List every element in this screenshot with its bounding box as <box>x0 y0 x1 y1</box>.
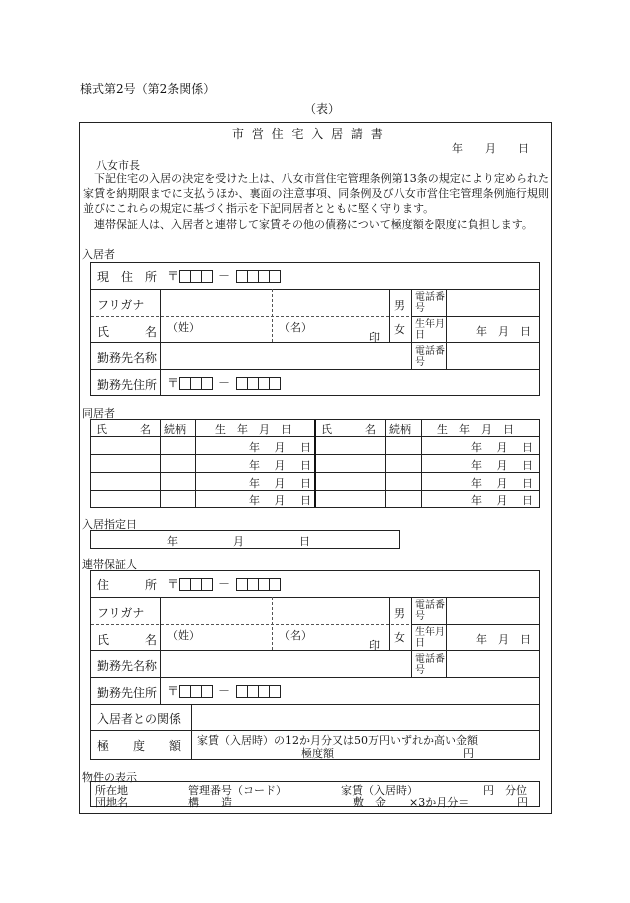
tenant-surname-label: （姓） <box>167 321 200 334</box>
property-rent-units: 円 分位 <box>483 784 527 797</box>
tenant-given-label: （名） <box>279 321 312 334</box>
cohab-row-date: 年 月 日 <box>249 459 311 472</box>
cohabitants-table <box>90 419 540 508</box>
guarantor-employer-postal-field[interactable] <box>167 682 280 699</box>
guarantor-relation-field[interactable] <box>192 705 538 730</box>
property-deposit-label: 敷 金 <box>353 796 386 809</box>
guarantor-relation-label: 入居者との関係 <box>97 712 182 726</box>
guarantor-limit-desc: 家賃（入居時）の12か月分又は50万円いずれか高い金額 <box>197 734 478 747</box>
move-in-date-field[interactable] <box>90 530 400 549</box>
cohab-row-date: 年 月 日 <box>471 494 533 507</box>
cohab-header-relation-2: 続柄 <box>389 423 411 436</box>
postal-mark: 〒 <box>167 376 180 390</box>
guarantor-address-label: 住 所 <box>97 578 158 592</box>
cohab-row-date: 年 月 日 <box>249 477 311 490</box>
cohab-header-name: 氏 名 <box>96 423 151 436</box>
postal-mark: 〒 <box>167 269 180 283</box>
cohab-row-date: 年 月 日 <box>249 441 311 454</box>
move-in-date-value: 年 月 日 <box>167 535 310 548</box>
tenant-name-label: 氏 名 <box>97 325 158 339</box>
cohab-header-dob: 生 年 月 日 <box>215 423 292 436</box>
guarantor-limit-yen: 円 <box>463 747 474 760</box>
guarantor-female-label[interactable]: 女 <box>394 631 405 644</box>
guarantor-dob-value: 年 月 日 <box>476 633 531 646</box>
addressee: 八女市長 <box>96 159 140 172</box>
body-paragraph-1: 下記住宅の入居の決定を受けた上は、八女市営住宅管理条例第13条の規定により定められた家賃を納期限までに支払うほか、裏面の注意事項、同条例及び八女市営住宅管理条例施行規則並びにこれらの規定に基づく指示を下記同居者とともに堅く守ります。 <box>83 172 549 215</box>
cohab-header-relation: 続柄 <box>164 423 186 436</box>
tenant-male-label[interactable]: 男 <box>394 299 405 312</box>
cohabitants-section-label: 同居者 <box>82 407 115 420</box>
property-section-label: 物件の表示 <box>82 771 137 784</box>
postal-mark: 〒 <box>167 577 180 591</box>
cohab-header-dob-2: 生 年 月 日 <box>437 423 514 436</box>
date-line: 年 月 日 <box>452 142 529 155</box>
guarantor-employer-label: 勤務先名称 <box>97 659 158 673</box>
postal-dash: － <box>218 684 231 698</box>
postal-dash: － <box>218 376 231 390</box>
tenant-furigana-field[interactable] <box>161 290 389 316</box>
tenant-postal-field[interactable] <box>167 267 280 284</box>
guarantor-given-label: （名） <box>279 629 312 642</box>
tenant-employer-phone-label: 電話番号 <box>415 346 445 368</box>
property-deposit-yen: 円 <box>517 796 528 809</box>
property-mgmt-label: 管理番号（コード） <box>188 784 287 797</box>
guarantor-employer-phone-label: 電話番号 <box>415 654 445 676</box>
tenant-furigana-label: フリガナ <box>97 298 145 312</box>
guarantor-employer-address-label: 勤務先住所 <box>97 686 158 700</box>
guarantor-phone-label: 電話番号 <box>415 600 445 622</box>
tenant-table <box>90 262 540 396</box>
postal-dash: － <box>218 269 231 283</box>
guarantor-dob-label: 生年月日 <box>415 627 445 649</box>
cohab-row-date: 年 月 日 <box>471 477 533 490</box>
guarantor-male-label[interactable]: 男 <box>394 607 405 620</box>
body-paragraph-2: 連帯保証人は、入居者と連帯して家賃その他の債務について極度額を限度に負担します。 <box>94 218 533 231</box>
guarantor-limit-amount-label: 極度額 <box>301 747 334 760</box>
cohab-header-name-2: 氏 名 <box>321 423 376 436</box>
guarantor-name-label: 氏 名 <box>97 633 158 647</box>
property-rent-label: 家賃（入居時） <box>341 784 418 797</box>
property-complex-label: 団地名 <box>95 796 128 809</box>
cohab-row-date: 年 月 日 <box>471 441 533 454</box>
guarantor-furigana-label: フリガナ <box>97 606 145 620</box>
guarantor-table <box>90 570 540 760</box>
tenant-dob-value: 年 月 日 <box>476 325 531 338</box>
cohab-row-date: 年 月 日 <box>249 494 311 507</box>
tenant-section-label: 入居者 <box>82 248 115 261</box>
tenant-employer-address-label: 勤務先住所 <box>97 378 158 392</box>
tenant-employer-postal-field[interactable] <box>167 374 280 391</box>
guarantor-section-label: 連帯保証人 <box>82 558 137 571</box>
side-label: （表） <box>304 102 341 116</box>
guarantor-furigana-field[interactable] <box>161 598 389 624</box>
property-deposit-calc: ×3か月分＝ <box>409 796 470 809</box>
guarantor-seal-label: 印 <box>369 639 380 652</box>
cohab-row-date: 年 月 日 <box>471 459 533 472</box>
guarantor-surname-label: （姓） <box>167 629 200 642</box>
page-title: 市 営 住 宅 入 居 請 書 <box>232 127 385 141</box>
property-table <box>90 781 540 807</box>
postal-mark: 〒 <box>167 684 180 698</box>
postal-dash: － <box>218 577 231 591</box>
tenant-phone-label: 電話番号 <box>415 292 445 314</box>
tenant-seal-label: 印 <box>369 331 380 344</box>
property-location-label: 所在地 <box>95 784 128 797</box>
tenant-employer-label: 勤務先名称 <box>97 351 158 365</box>
guarantor-limit-label: 極 度 額 <box>97 739 182 753</box>
tenant-address-label: 現 住 所 <box>97 270 158 284</box>
move-in-section-label: 入居指定日 <box>82 518 137 531</box>
form-number: 様式第2号（第2条関係） <box>80 82 216 96</box>
tenant-female-label[interactable]: 女 <box>394 323 405 336</box>
tenant-dob-label: 生年月日 <box>415 319 445 341</box>
guarantor-postal-field[interactable] <box>167 575 280 592</box>
property-structure-label: 構 造 <box>188 796 232 809</box>
